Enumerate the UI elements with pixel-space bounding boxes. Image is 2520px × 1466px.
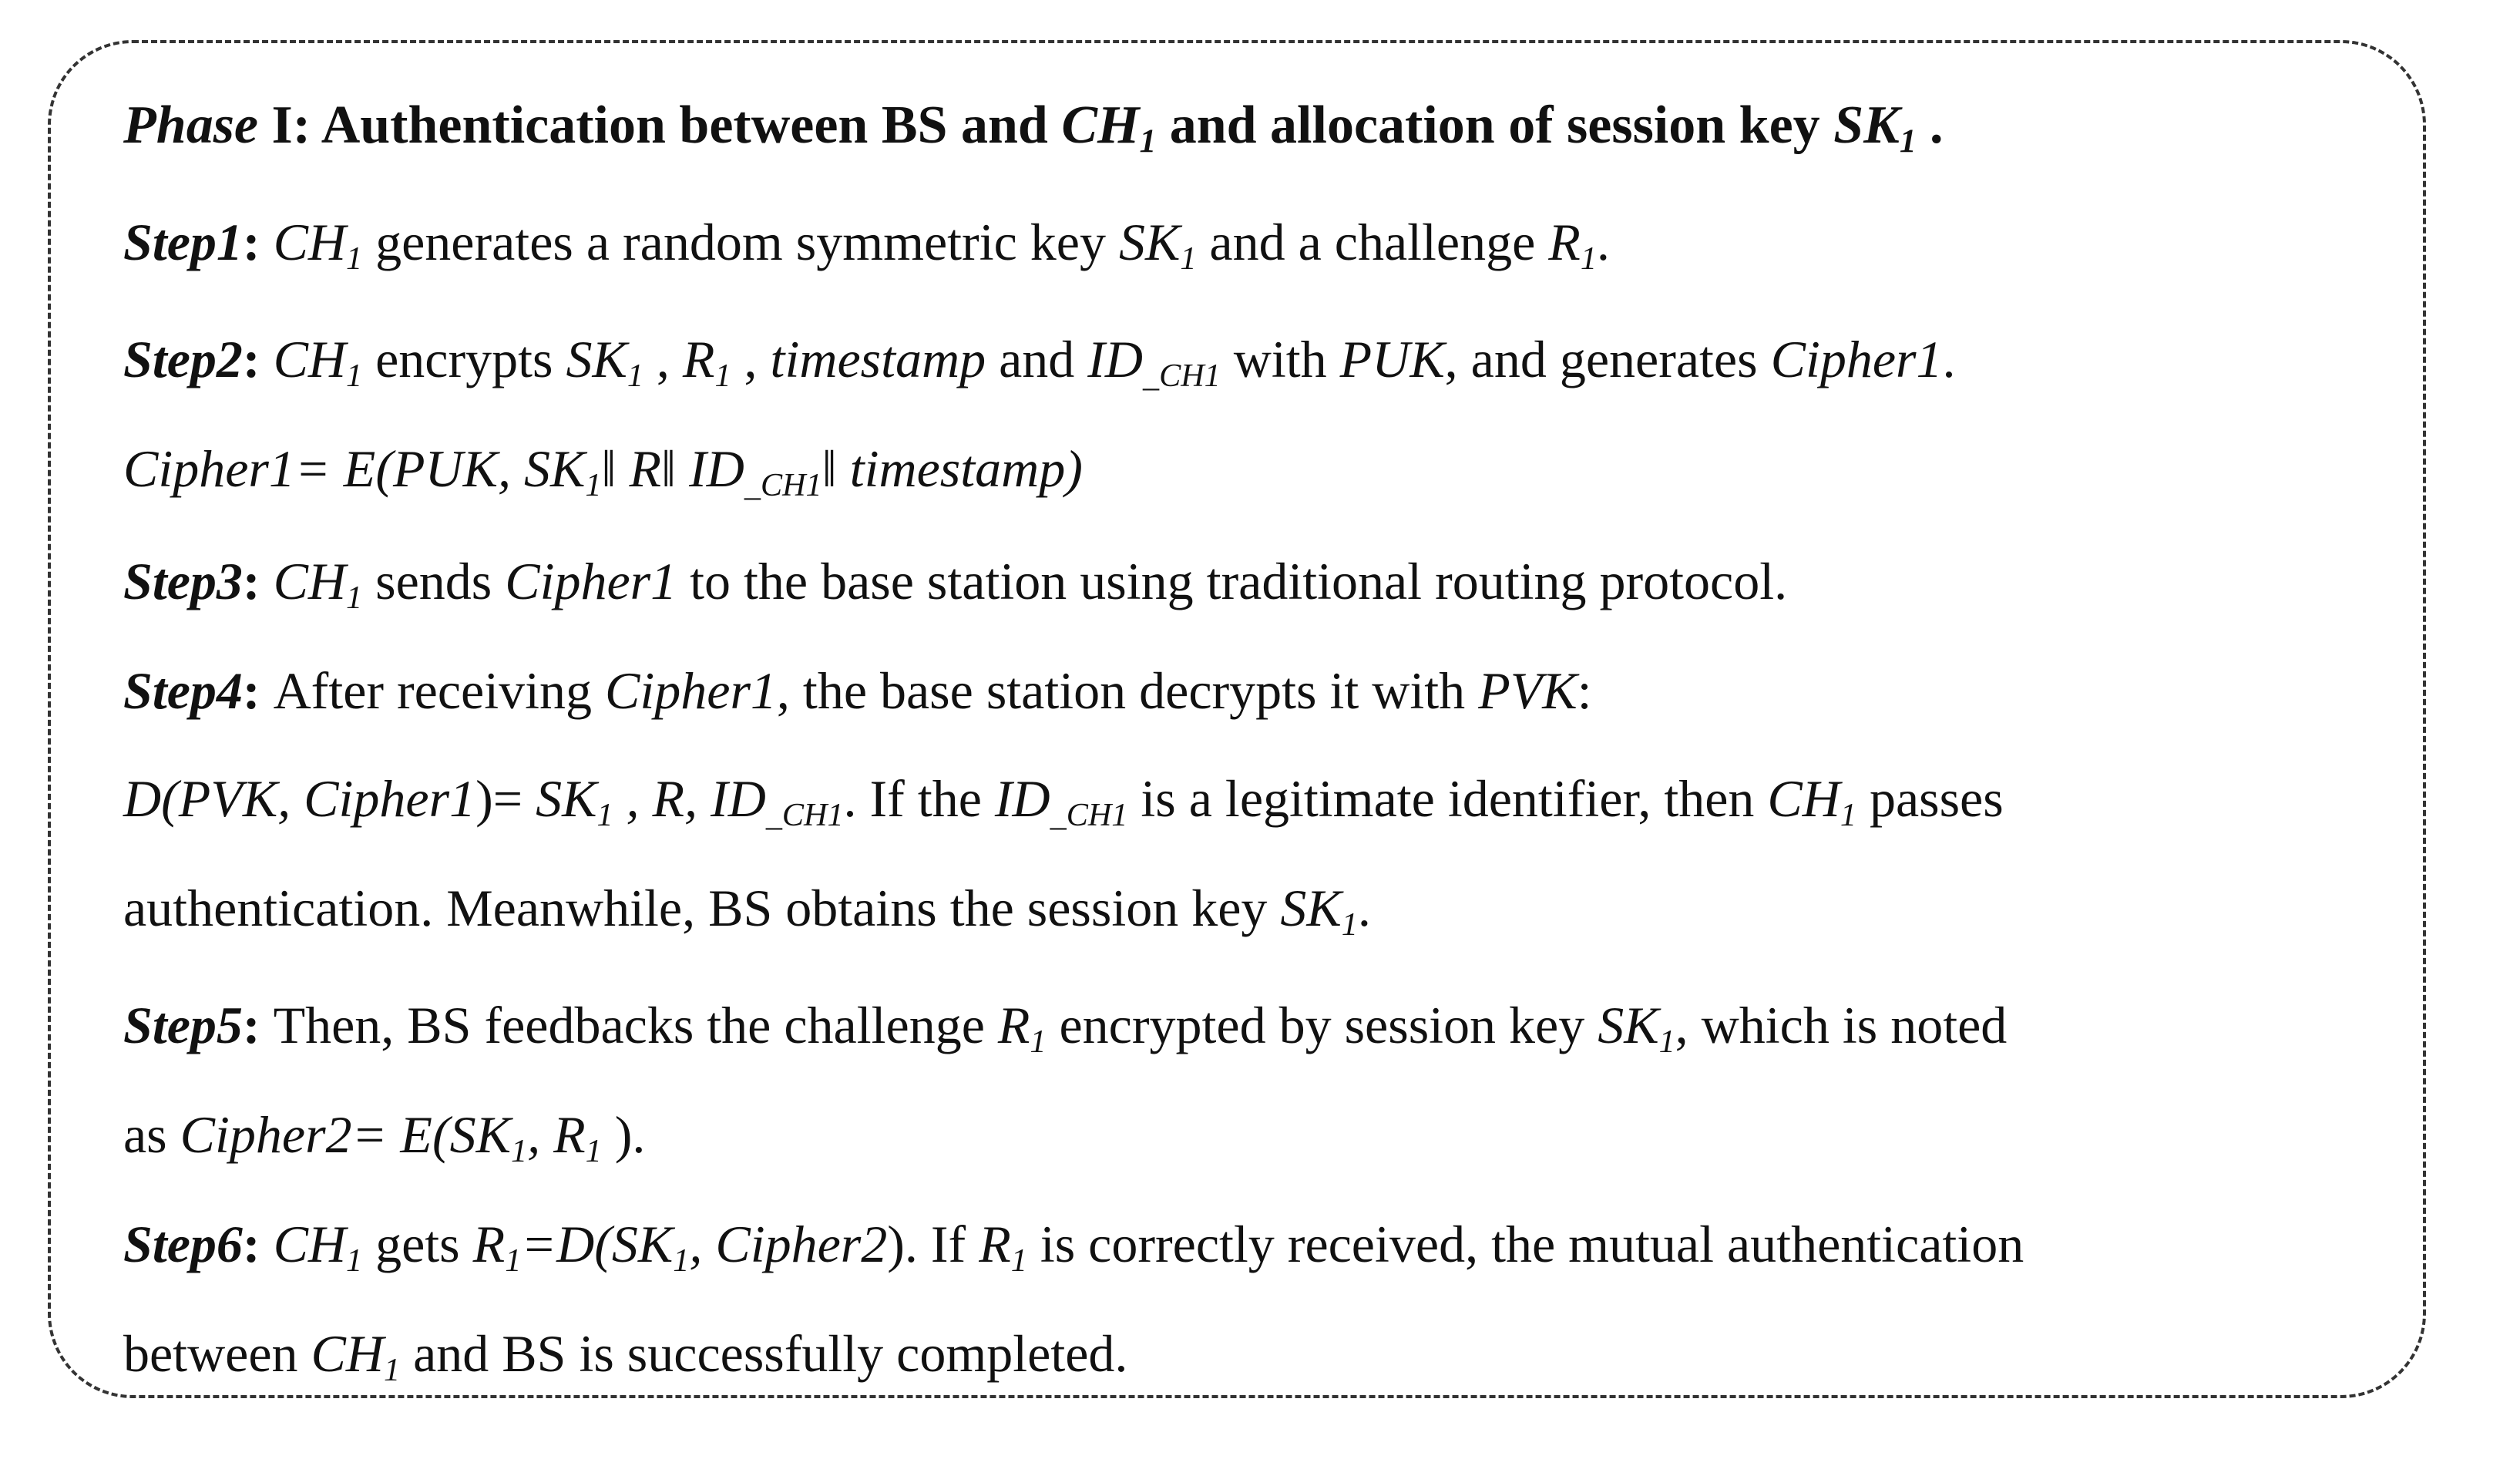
phase-title: Phase I: Authentication between BS and $CH_1$ and allocation of session key $SK_1$ . <box>123 96 1944 160</box>
step6-line: Step6: $CH_1$ gets $R_1=D(SK_1$, Cipher2). If $R_1$ is correctly received, the mutual authentication <box>123 1215 2024 1279</box>
step4-decrypt-line: D(PVK, Cipher1)= $SK_1$ , R, $ID_{\_CH1}$. If the $ID_{\_CH1}$ is a legitimate identifier, then $CH_1$ passes <box>123 769 2004 833</box>
step5-cipher2-line: as Cipher2= $E(SK_1$, $R_1$ ). <box>123 1105 646 1169</box>
step4-result-line: authentication. Meanwhile, BS obtains the session key $SK_1$. <box>123 879 1371 943</box>
step2-line: Step2: $CH_1$ encrypts $SK_1$ , $R_1$ , timestamp and $ID_{\_CH1}$ with PUK, and generates Cipher1. <box>123 330 1956 394</box>
step3-line: Step3: $CH_1$ sends Cipher1 to the base station using traditional routing protocol. <box>123 552 1788 616</box>
step6-complete-line: between $CH_1$ and BS is successfully completed. <box>123 1324 1128 1388</box>
step1-line: Step1: $CH_1$ generates a random symmetric key $SK_1$ and a challenge $R_1$. <box>123 213 1610 277</box>
step4-line: Step4: After receiving Cipher1, the base station decrypts it with PVK: <box>123 661 1592 720</box>
step5-line: Step5: Then, BS feedbacks the challenge $R_1$ encrypted by session key $SK_1$, which is noted <box>123 996 2008 1060</box>
cipher1-formula: Cipher1= E(PUK, $SK_1‖$ R‖ $ID_{\_CH1}‖$ timestamp) <box>123 439 1083 503</box>
